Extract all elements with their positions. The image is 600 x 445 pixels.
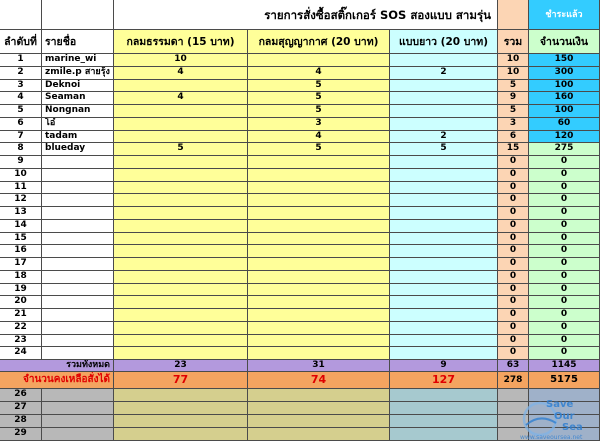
cell-amount[interactable]: 150 (529, 54, 600, 67)
cell-blank[interactable] (498, 0, 529, 30)
cell-airmail[interactable]: 5 (248, 143, 390, 156)
remaining-normal[interactable]: 77 (114, 372, 248, 389)
table-row (0, 105, 600, 118)
cell-long[interactable] (390, 182, 498, 195)
table-row (0, 169, 600, 182)
cell-airmail[interactable] (248, 258, 390, 271)
cell-long[interactable] (390, 194, 498, 207)
header-row (0, 30, 600, 54)
extra-row (0, 402, 600, 415)
table-row (0, 92, 600, 105)
cell-airmail[interactable] (248, 245, 390, 258)
extra-cell[interactable] (248, 415, 390, 428)
table-row (0, 245, 600, 258)
cell-total[interactable]: 0 (498, 322, 529, 335)
cell-airmail[interactable]: 5 (248, 80, 390, 93)
table-row (0, 296, 600, 309)
cell-normal[interactable] (114, 233, 248, 246)
cell-name[interactable]: tadam (42, 131, 114, 144)
cell-normal[interactable] (114, 296, 248, 309)
cell-blank[interactable] (0, 0, 42, 30)
cell-total[interactable]: 0 (498, 296, 529, 309)
logo-line3: Sea (562, 422, 583, 433)
cell-airmail[interactable] (248, 335, 390, 348)
extra-cell[interactable] (114, 428, 248, 441)
cell-amount[interactable]: 0 (529, 233, 600, 246)
cell-long[interactable] (390, 169, 498, 182)
cell-normal[interactable] (114, 309, 248, 322)
cell-airmail[interactable] (248, 309, 390, 322)
cell-total[interactable]: 0 (498, 258, 529, 271)
cell-long[interactable] (390, 258, 498, 271)
cell-total[interactable]: 0 (498, 245, 529, 258)
cell-normal[interactable] (114, 271, 248, 284)
cell-no[interactable]: 1 (0, 54, 42, 67)
cell-long[interactable] (390, 296, 498, 309)
table-row (0, 220, 600, 233)
sum-label[interactable]: รวมทั้งหมด (0, 360, 114, 372)
cell-normal[interactable]: 10 (114, 54, 248, 67)
cell-normal[interactable] (114, 245, 248, 258)
cell-name[interactable]: blueday (42, 143, 114, 156)
cell-long[interactable] (390, 335, 498, 348)
cell-name[interactable] (42, 220, 114, 233)
header-normal[interactable]: กลมธรรมดา (15 บาท) (114, 30, 248, 54)
extra-cell[interactable] (248, 428, 390, 441)
cell-no[interactable]: 6 (0, 118, 42, 131)
cell-airmail[interactable] (248, 322, 390, 335)
table-row (0, 271, 600, 284)
cell-no[interactable]: 9 (0, 156, 42, 169)
cell-name[interactable]: Nongnan (42, 105, 114, 118)
cell-name[interactable]: zmile.p สายรุ้ง (42, 67, 114, 80)
cell-normal[interactable] (114, 258, 248, 271)
table-row (0, 335, 600, 348)
cell-normal[interactable] (114, 194, 248, 207)
logo-line1: Save (546, 399, 574, 410)
remaining-amount[interactable]: 5175 (529, 372, 600, 389)
extra-row-number[interactable]: 29 (0, 428, 42, 441)
cell-no[interactable]: 8 (0, 143, 42, 156)
cell-long[interactable]: 5 (390, 143, 498, 156)
cell-airmail[interactable]: 4 (248, 67, 390, 80)
cell-long[interactable] (390, 284, 498, 297)
title-row (0, 0, 600, 30)
cell-normal[interactable] (114, 284, 248, 297)
header-amount[interactable]: จำนวนเงิน (529, 30, 600, 54)
cell-normal[interactable] (114, 347, 248, 360)
table-row (0, 233, 600, 246)
cell-amount[interactable]: 0 (529, 335, 600, 348)
cell-no[interactable]: 14 (0, 220, 42, 233)
extra-cell[interactable] (248, 402, 390, 415)
cell-amount[interactable]: 0 (529, 156, 600, 169)
cell-name[interactable] (42, 322, 114, 335)
extra-cell[interactable] (390, 415, 498, 428)
extra-row (0, 389, 600, 402)
cell-long[interactable] (390, 347, 498, 360)
cell-name[interactable] (42, 156, 114, 169)
cell-amount[interactable]: 0 (529, 296, 600, 309)
cell-no[interactable]: 15 (0, 233, 42, 246)
extra-cell[interactable] (42, 428, 114, 441)
extra-cell[interactable] (114, 402, 248, 415)
table-row (0, 156, 600, 169)
extra-cell[interactable] (529, 389, 600, 402)
cell-total[interactable]: 9 (498, 92, 529, 105)
remaining-airmail[interactable]: 74 (248, 372, 390, 389)
header-long[interactable]: แบบยาว (20 บาท) (390, 30, 498, 54)
extra-cell[interactable] (42, 415, 114, 428)
cell-long[interactable] (390, 207, 498, 220)
cell-amount[interactable]: 275 (529, 143, 600, 156)
cell-normal[interactable] (114, 335, 248, 348)
cell-no[interactable]: 21 (0, 309, 42, 322)
cell-normal[interactable]: 4 (114, 67, 248, 80)
header-no[interactable]: ลำดับที่ (0, 30, 42, 54)
cell-normal[interactable] (114, 207, 248, 220)
cell-amount[interactable]: 300 (529, 67, 600, 80)
cell-name[interactable] (42, 335, 114, 348)
extra-cell[interactable] (114, 415, 248, 428)
extra-cell[interactable] (498, 415, 529, 428)
cell-amount[interactable]: 0 (529, 194, 600, 207)
cell-normal[interactable] (114, 322, 248, 335)
cell-total[interactable]: 5 (498, 105, 529, 118)
header-airmail[interactable]: กลมสุญญากาศ (20 บาท) (248, 30, 390, 54)
cell-airmail[interactable]: 4 (248, 131, 390, 144)
cell-name[interactable] (42, 194, 114, 207)
cell-no[interactable]: 19 (0, 284, 42, 297)
cell-name[interactable] (42, 309, 114, 322)
cell-total[interactable]: 6 (498, 131, 529, 144)
table-row (0, 131, 600, 144)
cell-amount[interactable]: 0 (529, 220, 600, 233)
cell-normal[interactable] (114, 220, 248, 233)
cell-amount[interactable]: 100 (529, 105, 600, 118)
cell-amount[interactable]: 0 (529, 182, 600, 195)
cell-total[interactable]: 0 (498, 194, 529, 207)
cell-amount[interactable]: 100 (529, 80, 600, 93)
cell-total[interactable]: 10 (498, 67, 529, 80)
cell-long[interactable]: 2 (390, 131, 498, 144)
table-row (0, 347, 600, 360)
table-row (0, 118, 600, 131)
cell-total[interactable]: 0 (498, 284, 529, 297)
cell-name[interactable] (42, 169, 114, 182)
extra-row-number[interactable]: 26 (0, 389, 42, 402)
cell-total[interactable]: 0 (498, 207, 529, 220)
extra-cell[interactable] (248, 389, 390, 402)
cell-normal[interactable] (114, 156, 248, 169)
cell-total[interactable]: 0 (498, 347, 529, 360)
sum-airmail[interactable]: 31 (248, 360, 390, 372)
extra-cell[interactable] (390, 402, 498, 415)
cell-airmail[interactable] (248, 220, 390, 233)
cell-amount[interactable]: 160 (529, 92, 600, 105)
cell-normal[interactable] (114, 118, 248, 131)
cell-no[interactable]: 10 (0, 169, 42, 182)
cell-no[interactable]: 23 (0, 335, 42, 348)
logo-url: www.saveoursea.net (520, 434, 583, 441)
table-row (0, 194, 600, 207)
extra-cell[interactable] (498, 402, 529, 415)
cell-total[interactable]: 15 (498, 143, 529, 156)
cell-airmail[interactable]: 3 (248, 118, 390, 131)
cell-airmail[interactable] (248, 207, 390, 220)
cell-name[interactable]: Deknoi (42, 80, 114, 93)
cell-airmail[interactable] (248, 233, 390, 246)
cell-total[interactable]: 0 (498, 220, 529, 233)
cell-long[interactable] (390, 245, 498, 258)
table-row (0, 143, 600, 156)
cell-long[interactable]: 2 (390, 67, 498, 80)
cell-amount[interactable]: 0 (529, 309, 600, 322)
cell-name[interactable]: marine_wi (42, 54, 114, 67)
cell-airmail[interactable] (248, 271, 390, 284)
cell-normal[interactable]: 5 (114, 143, 248, 156)
cell-no[interactable]: 5 (0, 105, 42, 118)
cell-name[interactable] (42, 182, 114, 195)
cell-name[interactable] (42, 258, 114, 271)
header-total[interactable]: รวม (498, 30, 529, 54)
paid-label[interactable]: ชำระแล้ว (529, 0, 600, 30)
sum-total[interactable]: 63 (498, 360, 529, 372)
cell-long[interactable] (390, 118, 498, 131)
cell-name[interactable] (42, 271, 114, 284)
cell-no[interactable]: 16 (0, 245, 42, 258)
extra-cell[interactable] (114, 389, 248, 402)
cell-no[interactable]: 13 (0, 207, 42, 220)
cell-amount[interactable]: 0 (529, 245, 600, 258)
cell-name[interactable] (42, 245, 114, 258)
extra-row (0, 428, 600, 441)
cell-long[interactable] (390, 322, 498, 335)
cell-long[interactable] (390, 54, 498, 67)
cell-total[interactable]: 0 (498, 169, 529, 182)
extra-cell[interactable] (529, 402, 600, 415)
extra-cell[interactable] (529, 415, 600, 428)
extra-row (0, 415, 600, 428)
table-row (0, 309, 600, 322)
cell-total[interactable]: 10 (498, 54, 529, 67)
table-row (0, 284, 600, 297)
table-row (0, 322, 600, 335)
cell-total[interactable]: 5 (498, 80, 529, 93)
extra-cell[interactable] (498, 428, 529, 441)
cell-amount[interactable]: 0 (529, 271, 600, 284)
cell-no[interactable]: 2 (0, 67, 42, 80)
cell-long[interactable] (390, 92, 498, 105)
cell-name[interactable] (42, 284, 114, 297)
cell-amount[interactable]: 0 (529, 169, 600, 182)
table-row (0, 67, 600, 80)
cell-name[interactable] (42, 296, 114, 309)
remaining-label[interactable]: จำนวนคงเหลือสั่งได้ (0, 372, 114, 389)
cell-airmail[interactable] (248, 169, 390, 182)
cell-airmail[interactable] (248, 284, 390, 297)
extra-row-number[interactable]: 28 (0, 415, 42, 428)
extra-cell[interactable] (42, 389, 114, 402)
cell-name[interactable] (42, 233, 114, 246)
cell-normal[interactable] (114, 80, 248, 93)
sum-amount[interactable]: 1145 (529, 360, 600, 372)
cell-no[interactable]: 24 (0, 347, 42, 360)
table-row (0, 80, 600, 93)
cell-airmail[interactable]: 5 (248, 105, 390, 118)
cell-amount[interactable]: 0 (529, 347, 600, 360)
table-row (0, 54, 600, 67)
cell-normal[interactable] (114, 169, 248, 182)
cell-no[interactable]: 3 (0, 80, 42, 93)
cell-total[interactable]: 0 (498, 156, 529, 169)
cell-no[interactable]: 4 (0, 92, 42, 105)
cell-name[interactable] (42, 347, 114, 360)
extra-cell[interactable] (42, 402, 114, 415)
extra-cell[interactable] (529, 428, 600, 441)
cell-long[interactable] (390, 80, 498, 93)
cell-long[interactable] (390, 309, 498, 322)
cell-normal[interactable] (114, 182, 248, 195)
remaining-long[interactable]: 127 (390, 372, 498, 389)
cell-name[interactable]: โอ๋ (42, 118, 114, 131)
cell-amount[interactable]: 0 (529, 258, 600, 271)
cell-total[interactable]: 3 (498, 118, 529, 131)
cell-airmail[interactable]: 5 (248, 92, 390, 105)
cell-amount[interactable]: 60 (529, 118, 600, 131)
cell-amount[interactable]: 0 (529, 322, 600, 335)
cell-no[interactable]: 17 (0, 258, 42, 271)
cell-no[interactable]: 7 (0, 131, 42, 144)
sum-row (0, 360, 600, 372)
cell-normal[interactable]: 4 (114, 92, 248, 105)
cell-no[interactable]: 11 (0, 182, 42, 195)
cell-normal[interactable] (114, 131, 248, 144)
cell-amount[interactable]: 0 (529, 207, 600, 220)
cell-no[interactable]: 18 (0, 271, 42, 284)
extra-cell[interactable] (498, 389, 529, 402)
extra-cell[interactable] (390, 389, 498, 402)
cell-name[interactable] (42, 207, 114, 220)
cell-airmail[interactable] (248, 347, 390, 360)
sheet-title[interactable]: รายการสั่งซื้อสติ๊กเกอร์ SOS สองแบบ สามรุ่น (114, 0, 498, 30)
cell-total[interactable]: 0 (498, 271, 529, 284)
table-row (0, 258, 600, 271)
cell-blank[interactable] (42, 0, 114, 30)
cell-airmail[interactable] (248, 156, 390, 169)
extra-cell[interactable] (390, 428, 498, 441)
cell-total[interactable]: 0 (498, 309, 529, 322)
cell-long[interactable] (390, 233, 498, 246)
cell-amount[interactable]: 120 (529, 131, 600, 144)
logo-line2: Our (554, 411, 575, 422)
cell-total[interactable]: 0 (498, 182, 529, 195)
sum-normal[interactable]: 23 (114, 360, 248, 372)
cell-total[interactable]: 0 (498, 233, 529, 246)
table-row (0, 207, 600, 220)
cell-no[interactable]: 20 (0, 296, 42, 309)
cell-airmail[interactable] (248, 182, 390, 195)
cell-long[interactable] (390, 156, 498, 169)
extra-row-number[interactable]: 27 (0, 402, 42, 415)
cell-name[interactable]: Seaman (42, 92, 114, 105)
cell-airmail[interactable] (248, 194, 390, 207)
remaining-total[interactable]: 278 (498, 372, 529, 389)
cell-no[interactable]: 12 (0, 194, 42, 207)
cell-no[interactable]: 22 (0, 322, 42, 335)
sum-long[interactable]: 9 (390, 360, 498, 372)
cell-normal[interactable] (114, 105, 248, 118)
cell-long[interactable] (390, 105, 498, 118)
cell-long[interactable] (390, 220, 498, 233)
cell-airmail[interactable] (248, 296, 390, 309)
cell-airmail[interactable] (248, 54, 390, 67)
remaining-row (0, 372, 600, 389)
cell-long[interactable] (390, 271, 498, 284)
cell-total[interactable]: 0 (498, 335, 529, 348)
header-name[interactable]: รายชื่อ (42, 30, 114, 54)
cell-amount[interactable]: 0 (529, 284, 600, 297)
table-row (0, 182, 600, 195)
